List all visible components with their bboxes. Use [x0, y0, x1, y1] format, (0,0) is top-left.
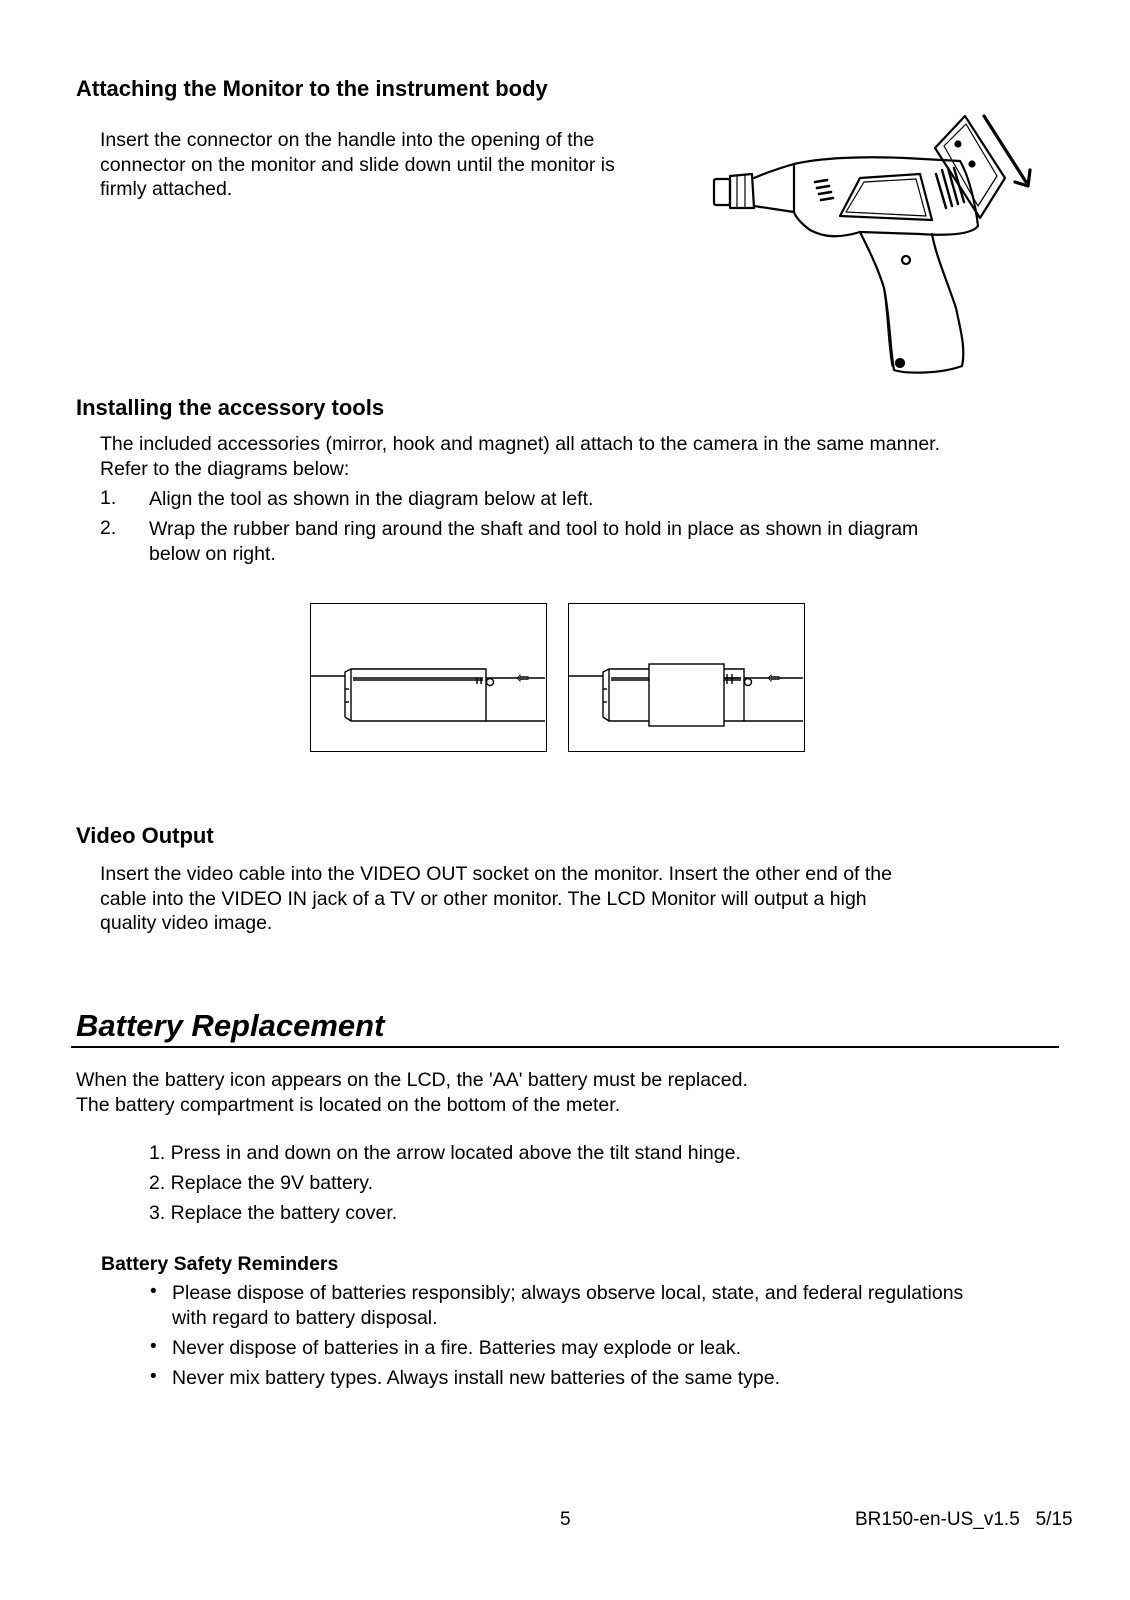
tool-hook: [487, 679, 494, 686]
safety-bullet-text: [172, 1281, 963, 1330]
bullet-icon: •: [150, 1281, 157, 1302]
safety-bullet-text: Never dispose of batteries in a fire. Batteries may explode or leak.: [172, 1337, 742, 1359]
text-line: The included accessories (mirror, hook and magnet) all attach to the camera in the same manner.: [100, 433, 941, 455]
slide-arrow-shaft: [984, 116, 1026, 182]
battery-step: 1. Press in and down on the arrow located above the tilt stand hinge.: [149, 1142, 741, 1164]
heading-attaching-monitor: Attaching the Monitor to the instrument body: [76, 76, 548, 101]
camera-tip: [714, 179, 730, 205]
text-line: Refer to the diagrams below:: [100, 457, 350, 480]
heading-video-output: Video Output: [76, 823, 214, 848]
rubber-band-ring: [649, 664, 724, 726]
text-line: below on right.: [149, 542, 276, 565]
section-divider: [71, 1046, 1059, 1048]
text-line: Please dispose of batteries responsibly; always observe local, state, and federal regulations: [172, 1282, 964, 1304]
heading-battery-safety: Battery Safety Reminders: [101, 1253, 339, 1275]
document-id: BR150-en-US_v1.5 5/15: [855, 1509, 1073, 1530]
text-line: with regard to battery disposal.: [172, 1306, 438, 1329]
text-line: The battery compartment is located on the bottom of the meter.: [76, 1093, 621, 1116]
handle: [860, 232, 963, 373]
monitor-instructions: [100, 128, 615, 202]
text-line: connector on the monitor and slide down until the monitor is: [100, 153, 615, 176]
inspection-camera-illustration: [710, 108, 1060, 383]
diagram-wrap-band: [568, 603, 805, 752]
text-line: Insert the video cable into the VIDEO OUT socket on the monitor. Insert the other end of the: [100, 863, 892, 885]
accessory-intro: [100, 432, 940, 481]
text-line: firmly attached.: [100, 178, 233, 200]
heading-accessory-tools: Installing the accessory tools: [76, 395, 385, 420]
step-text: Align the tool as shown in the diagram below at left.: [149, 488, 594, 510]
battery-step: 3. Replace the battery cover.: [149, 1202, 398, 1224]
heading-battery-replacement: Battery Replacement: [76, 1008, 385, 1043]
arrow-left-icon: ⇦: [516, 670, 530, 687]
bullet-icon: •: [150, 1336, 157, 1357]
shaft-with-tool-illustration: [311, 604, 545, 750]
nozzle-collar: [730, 174, 754, 208]
step-number: 1.: [100, 487, 117, 509]
text-line: When the battery icon appears on the LCD, the 'AA' battery must be replaced.: [76, 1069, 748, 1091]
safety-bullet-text: Never mix battery types. Always install new batteries of the same type.: [172, 1367, 781, 1389]
text-line: cable into the VIDEO IN jack of a TV or other monitor. The LCD Monitor will output a high: [100, 887, 867, 910]
trigger-button: [902, 256, 910, 264]
battery-step: 2. Replace the 9V battery.: [149, 1172, 374, 1194]
page-number: 5: [560, 1509, 571, 1530]
step-text: [149, 517, 918, 566]
diagram-align-tool: [310, 603, 547, 752]
battery-intro: [76, 1068, 748, 1117]
arrow-left-icon: ⇦: [767, 670, 781, 687]
step-number: 2.: [100, 517, 117, 539]
neck: [754, 164, 794, 212]
text-line: quality video image.: [100, 912, 273, 934]
text-line: Insert the connector on the handle into the opening of the: [100, 129, 595, 151]
camera-shaft: [345, 669, 486, 721]
bullet-icon: •: [150, 1366, 157, 1387]
text-line: Wrap the rubber band ring around the shaft and tool to hold in place as shown in diagram: [149, 518, 919, 540]
video-instructions: [100, 862, 892, 936]
tool-hook: [745, 679, 752, 686]
